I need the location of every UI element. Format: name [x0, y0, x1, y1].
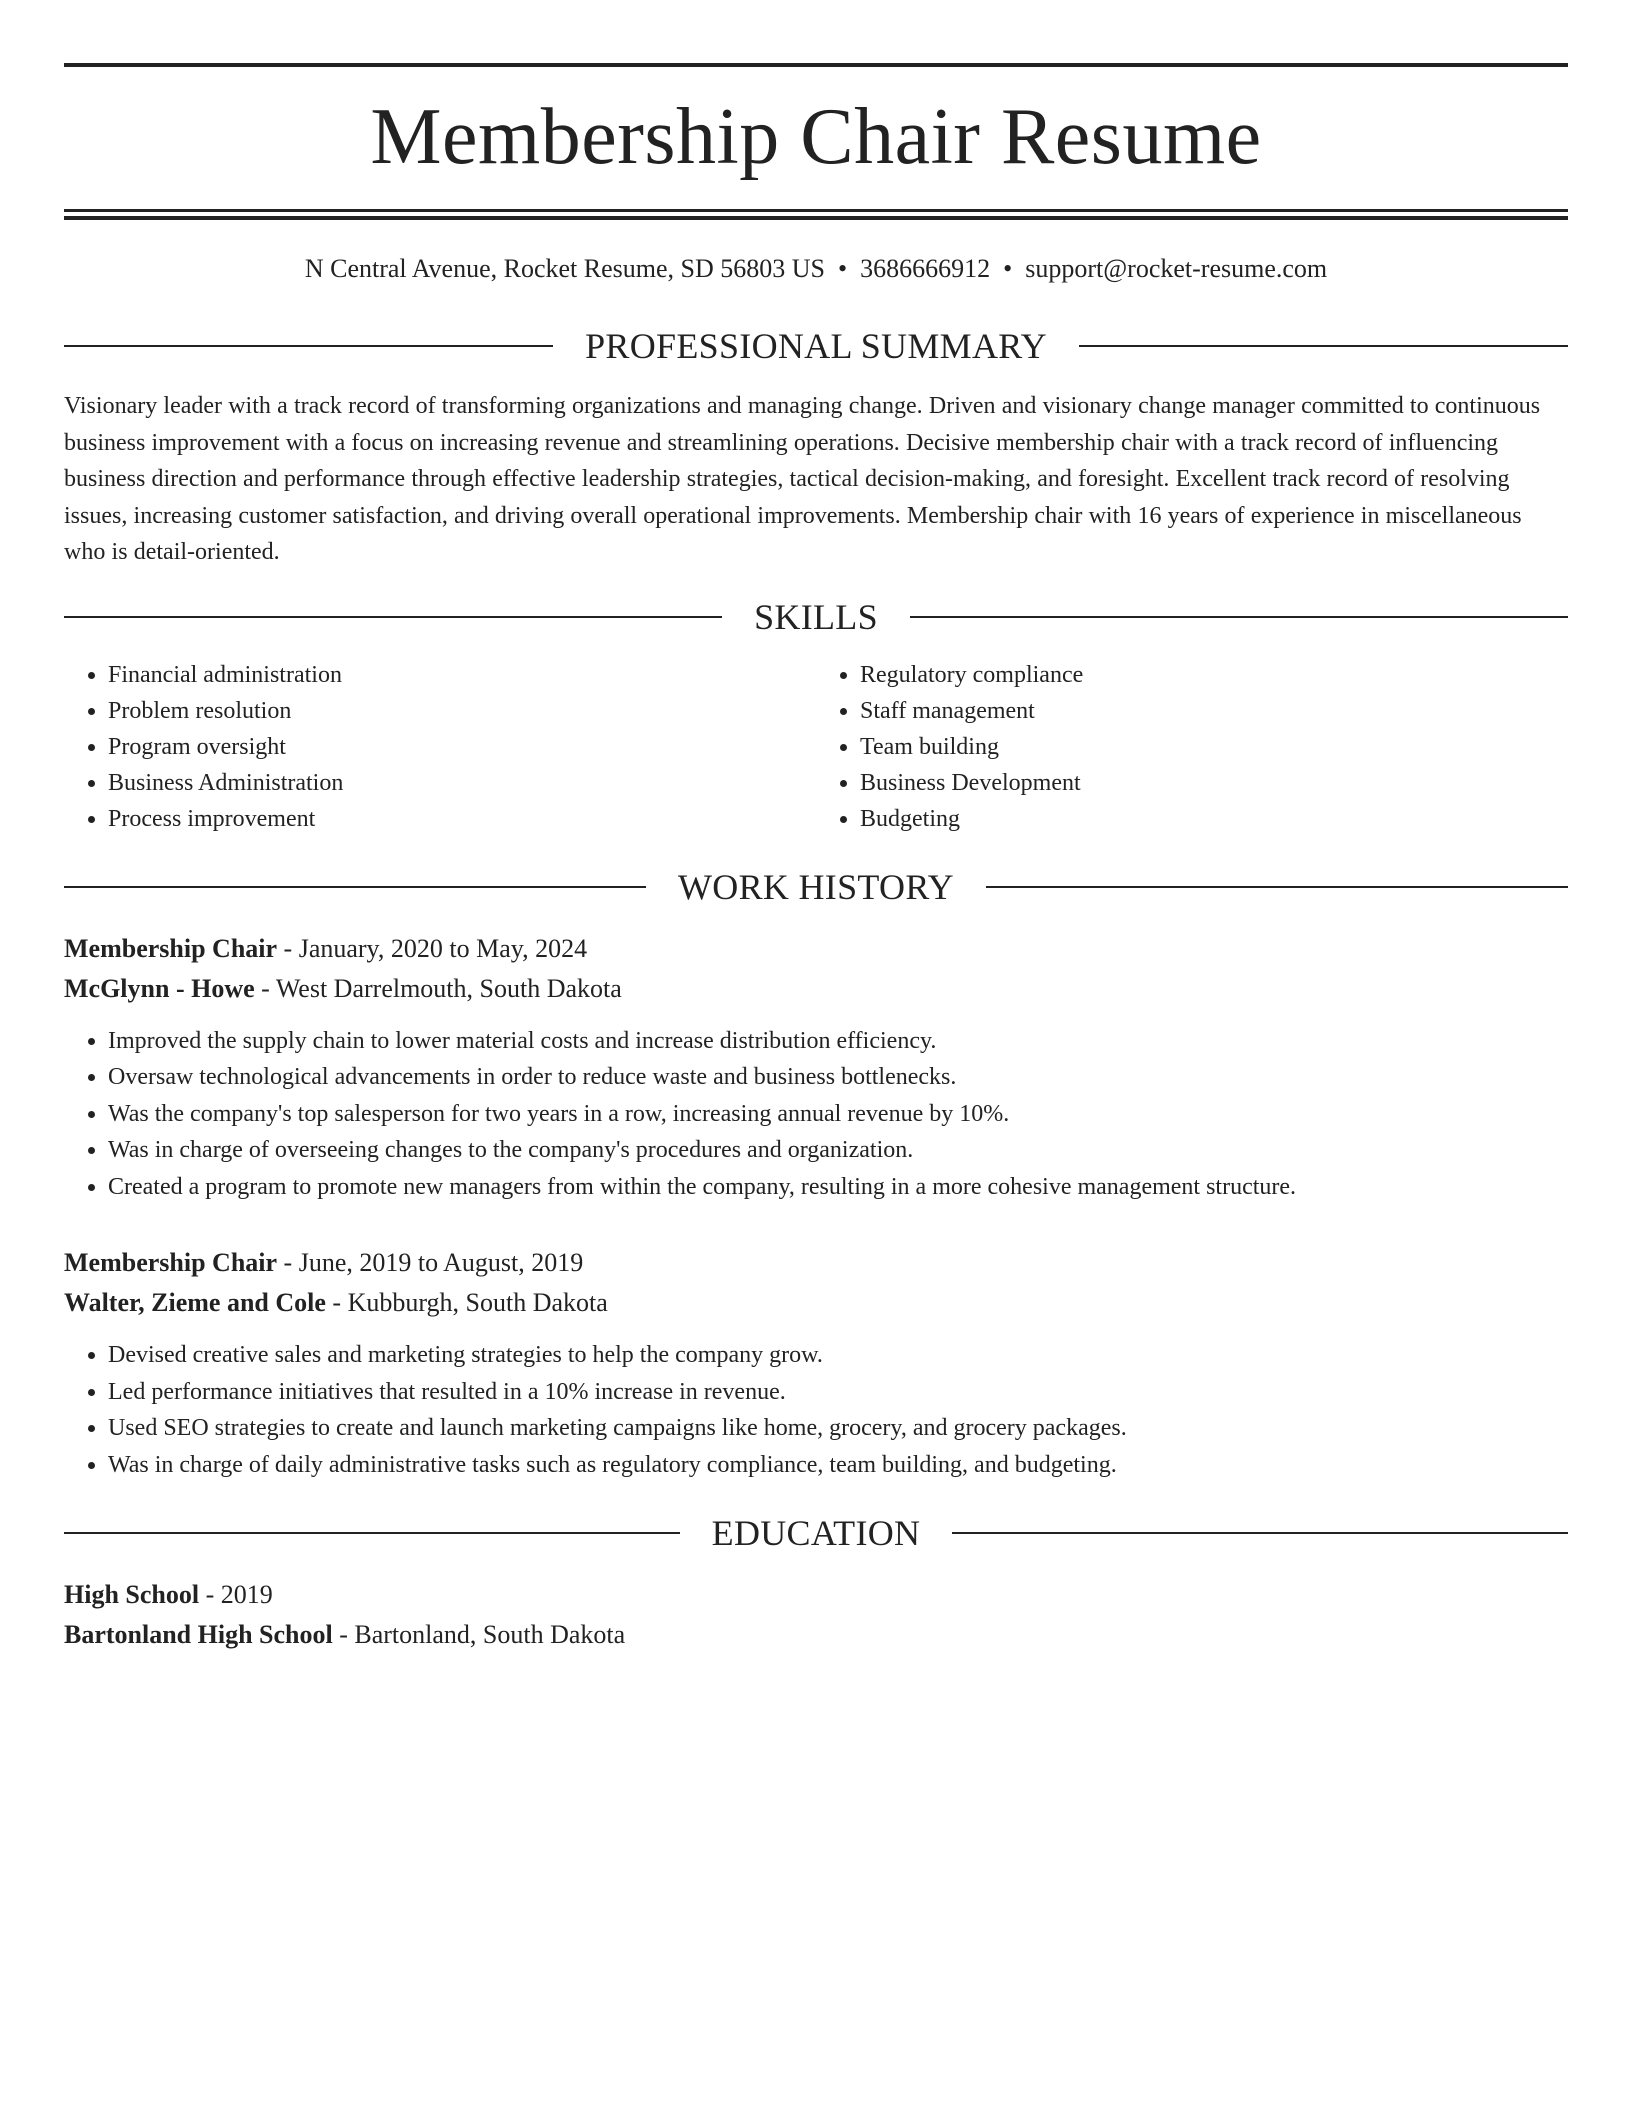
job-entry [64, 1243, 1568, 1483]
skills-column-right [816, 657, 1568, 837]
summary-text: Visionary leader with a track record of transforming organizations and managing change. Driven and visionary change manager committed to continuous business improvement with a focus on increasing revenue and streamlining operations. Decisive membership chair with a track record of influencing business direction and performance through effective leadership strategies, tactical decision-making, and foresight. Excellent track record of resolving issues, increasing customer satisfaction, and driving overall operational improvements. Membership chair with 16 years of experience in miscellaneous who is detail-oriented. [64, 393, 1541, 565]
job-dates: - June, 2019 to August, 2019 [277, 1248, 584, 1277]
list-item: • Business Development [860, 765, 1568, 801]
skills-list [64, 657, 1568, 837]
list-item: • Was the company's top salesperson for two years in a row, increasing annual revenue by 10%. [108, 1096, 1568, 1133]
heading-rule [64, 345, 553, 347]
list-item: • Led performance initiatives that resulted in a 10% increase in revenue. [108, 1374, 1568, 1411]
list-item: • Financial administration [108, 657, 816, 693]
list-item: • Devised creative sales and marketing strategies to help the company grow. [108, 1337, 1568, 1374]
job-title-line [64, 929, 1568, 969]
job-title: Membership Chair [64, 933, 278, 963]
list-item: • Staff management [860, 693, 1568, 729]
job-company-line [64, 1283, 1568, 1323]
list-item: • Was in charge of daily administrative tasks such as regulatory compliance, team building, and budgeting. [108, 1447, 1568, 1484]
job-location: - Kubburgh, South Dakota [325, 1288, 608, 1317]
contact-separator: • [1003, 254, 1013, 283]
education-school: Bartonland High School [64, 1620, 333, 1649]
heading-rule [1079, 345, 1568, 347]
heading-rule [64, 616, 722, 618]
job-location: - West Darrelmouth, South Dakota [254, 973, 622, 1003]
list-item: • Used SEO strategies to create and launch marketing campaigns like home, grocery, and grocery packages. [108, 1410, 1568, 1447]
list-item: • Created a program to promote new managers from within the company, resulting in a more cohesive management structure. [108, 1169, 1568, 1206]
list-item: • Improved the supply chain to lower material costs and increase distribution efficiency. [108, 1023, 1568, 1060]
education-entry [64, 1575, 1568, 1655]
list-item: • Was in charge of overseeing changes to the company's procedures and organization. [108, 1132, 1568, 1169]
job-bullets [64, 1337, 1568, 1483]
section-title: SKILLS [754, 596, 878, 637]
job-title: Membership Chair [64, 1248, 278, 1277]
contact-email: support@rocket-resume.com [1025, 254, 1328, 283]
contact-line [64, 254, 1568, 284]
contact-separator: • [838, 254, 848, 283]
heading-rule [952, 1532, 1568, 1534]
title-double-rule [64, 209, 1568, 220]
job-bullets [64, 1023, 1568, 1206]
education-degree-line [64, 1575, 1568, 1615]
list-item: • Problem resolution [108, 693, 816, 729]
list-item: • Oversaw technological advancements in order to reduce waste and business bottlenecks. [108, 1059, 1568, 1096]
list-item: • Team building [860, 729, 1568, 765]
list-item: • Budgeting [860, 801, 1568, 837]
top-rule [64, 63, 1568, 67]
job-company: McGlynn - Howe [64, 973, 255, 1003]
section-heading-skills [64, 596, 1568, 637]
education-year: - 2019 [199, 1580, 273, 1609]
section-heading-summary [64, 328, 1568, 364]
list-item: • Business Administration [108, 765, 816, 801]
list-item: • Program oversight [108, 729, 816, 765]
contact-address: N Central Avenue, Rocket Resume, SD 56803 US [304, 254, 826, 283]
contact-phone: 3686666912 [860, 254, 991, 283]
section-heading-education [64, 1515, 1568, 1551]
section-title: PROFESSIONAL SUMMARY [585, 326, 1047, 366]
list-item: • Process improvement [108, 801, 816, 837]
skills-column-left [64, 657, 816, 837]
education-degree: High School [64, 1580, 200, 1609]
job-company-line [64, 969, 1568, 1009]
job-company: Walter, Zieme and Cole [64, 1288, 326, 1317]
resume-title: Membership Chair Resume [370, 93, 1262, 181]
heading-rule [910, 616, 1568, 618]
section-title: EDUCATION [711, 1513, 921, 1553]
heading-rule [64, 886, 646, 888]
education-school-line [64, 1615, 1568, 1655]
heading-rule [64, 1532, 680, 1534]
list-item: • Regulatory compliance [860, 657, 1568, 693]
education-location: - Bartonland, South Dakota [332, 1620, 626, 1649]
section-heading-work [64, 866, 1568, 907]
job-dates: - January, 2020 to May, 2024 [277, 933, 588, 963]
section-title: WORK HISTORY [678, 866, 954, 907]
job-title-line [64, 1243, 1568, 1283]
heading-rule [986, 886, 1568, 888]
job-entry [64, 929, 1568, 1206]
